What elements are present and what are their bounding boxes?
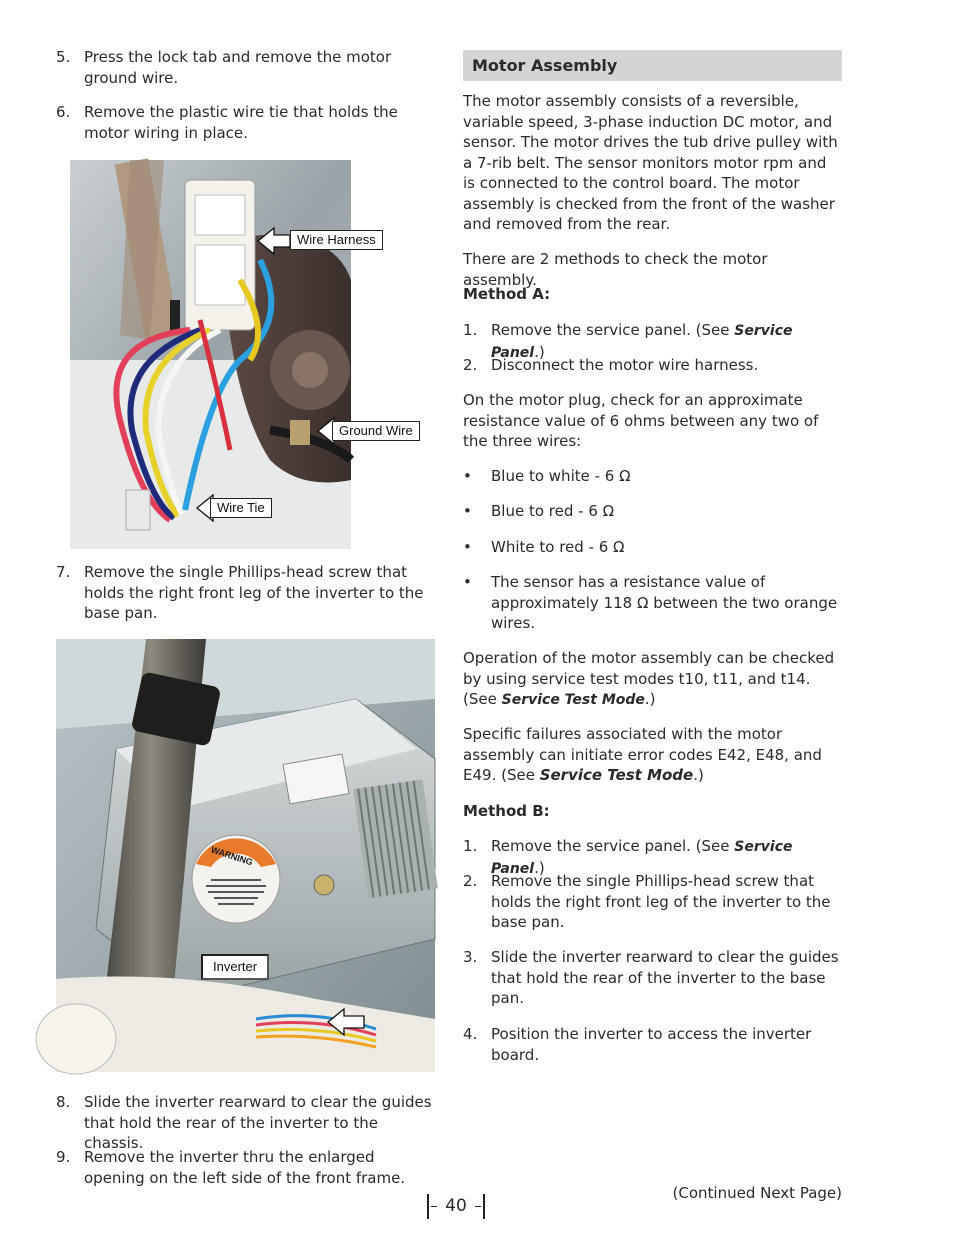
bullet-text: Blue to white - 6 Ω [491, 467, 631, 485]
step-number: 1. [463, 837, 478, 855]
step-text: Press the lock tab and remove the motor ground wire. [84, 48, 392, 87]
step-text-after: .) [534, 342, 545, 361]
step-text-main: Remove the service panel. (See [491, 321, 735, 339]
step-number: 8. [56, 1093, 71, 1111]
step-text-after: .) [534, 858, 545, 877]
operation-paragraph [463, 648, 843, 711]
step-text: Remove the plastic wire tie that holds the motor wiring in place. [84, 103, 398, 142]
step-text: Slide the inverter rearward to clear the guides that hold the rear of the inverter to the base pan. [491, 948, 839, 1007]
section-heading-motor-assembly: Motor Assembly [463, 50, 842, 81]
inverter-arrow-icon [326, 1007, 366, 1043]
wire-tie-callout: Wire Tie [210, 498, 272, 518]
operation-text: Operation of the motor assembly can be checked by using service test modes t10, t11, and t14. (See [463, 649, 835, 708]
warning-label: WARNING [209, 844, 255, 868]
inverter-callout: Inverter [201, 954, 269, 980]
bullet-icon: • [463, 502, 472, 520]
step-text: Remove the inverter thru the enlarged opening on the left side of the front frame. [84, 1148, 406, 1187]
methods-count-paragraph: There are 2 methods to check the motor assembly. [463, 250, 768, 289]
service-test-mode-reference: Service Test Mode [501, 692, 645, 708]
step-number: 1. [463, 321, 478, 339]
operation-text-after: .) [644, 690, 656, 708]
failures-paragraph [463, 724, 843, 786]
service-test-mode-reference: Service Test Mode [539, 766, 694, 784]
wire-harness-arrow-icon [256, 226, 292, 262]
service-panel-reference: Service Panel [491, 323, 793, 361]
step-number: 3. [463, 948, 478, 966]
motor-intro-paragraph: The motor assembly consists of a reversible, variable speed, 3-phase induction DC motor, and sensor. The motor drives the tub drive pulley with a 7-rib belt. The sensor monitors motor rpm and is connected to the control board. The motor assembly is checked from the front of the washer and removed from the rear. [463, 92, 838, 233]
bullet-text: Blue to red - 6 Ω [491, 502, 615, 520]
inverter-photo [56, 639, 435, 1072]
failures-text: Specific failures associated with the motor assembly can initiate error codes E42, E48, and E49. (See [463, 725, 822, 784]
step-number: 4. [463, 1025, 478, 1043]
step-number: 5. [56, 48, 71, 66]
step-text: Disconnect the motor wire harness. [491, 356, 759, 374]
step-number: 9. [56, 1148, 71, 1166]
bullet-text: The sensor has a resistance value of approximately 118 Ω between the two orange wires. [491, 573, 838, 632]
ground-wire-callout: Ground Wire [332, 421, 420, 441]
step-text: Slide the inverter rearward to clear the guides that hold the rear of the inverter to the chassis. [84, 1093, 432, 1152]
step-number: 6. [56, 103, 71, 121]
bullet-icon: • [463, 467, 472, 485]
page-number: 40 [427, 1194, 485, 1219]
step-text: Remove the single Phillips-head screw that holds the right front leg of the inverter to the base pan. [84, 563, 424, 622]
method-a-label: Method A: [463, 285, 551, 303]
motor-wiring-photo [70, 160, 413, 549]
failures-text-after: .) [693, 766, 704, 784]
step-text: Remove the single Phillips-head screw that holds the right front leg of the inverter to the base pan. [491, 872, 831, 931]
step-text: Position the inverter to access the inverter board. [491, 1025, 812, 1064]
continued-note: (Continued Next Page) [672, 1184, 842, 1202]
step-number: 7. [56, 563, 71, 581]
service-panel-reference: Service Panel [491, 839, 793, 877]
bullet-text: White to red - 6 Ω [491, 538, 625, 556]
bullet-icon: • [463, 538, 472, 556]
step-text-main: Remove the service panel. (See [491, 837, 735, 855]
bullet-icon: • [463, 573, 472, 591]
step-number: 2. [463, 356, 478, 374]
step-number: 2. [463, 872, 478, 890]
wire-harness-callout: Wire Harness [290, 230, 383, 250]
plug-check-paragraph: On the motor plug, check for an approximate resistance value of 6 ohms between any two of the three wires: [463, 391, 819, 450]
method-b-label: Method B: [463, 802, 550, 820]
